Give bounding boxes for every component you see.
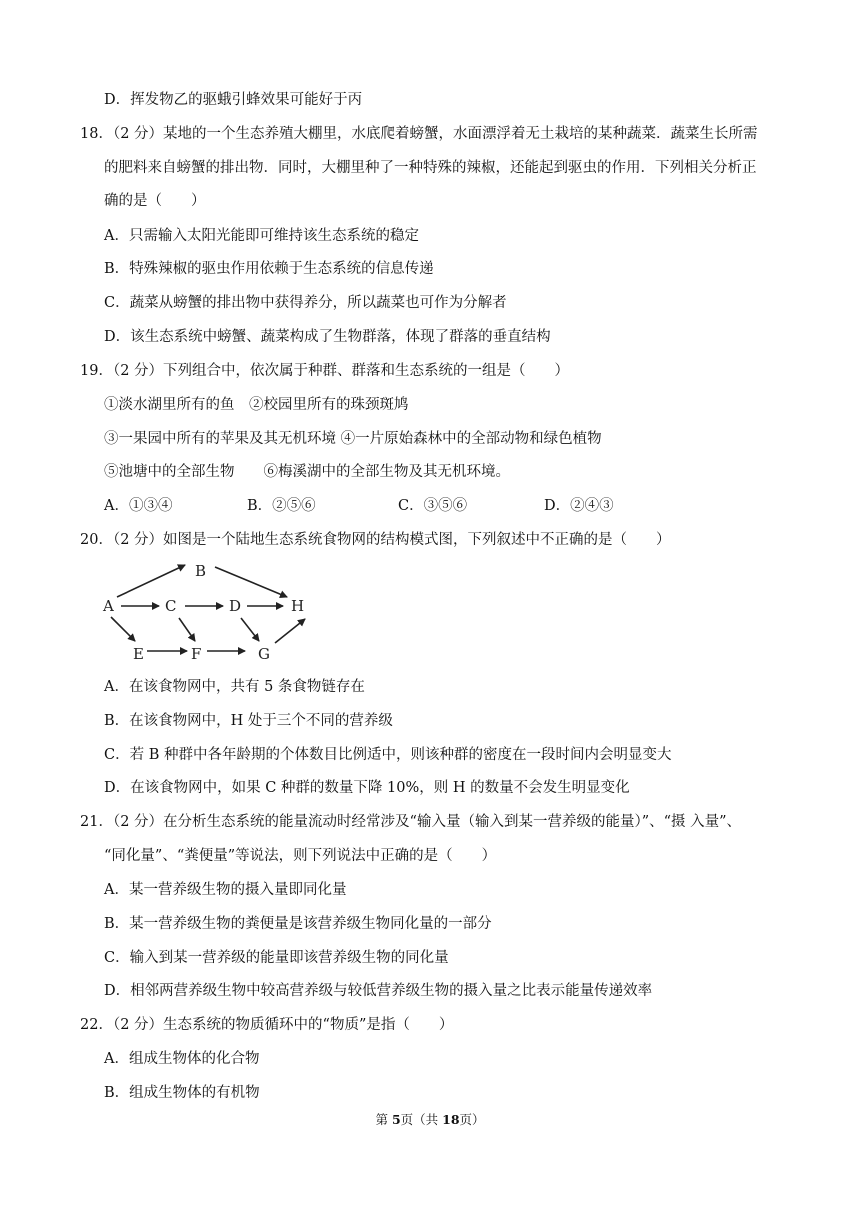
edge-c-f xyxy=(179,618,195,641)
footer-mid: 页（共 xyxy=(400,1112,443,1127)
q19-items-row3: ⑤池塘中的全部生物 ⑥梅溪湖中的全部生物及其无机环境。 xyxy=(104,464,510,480)
q20-option-c: C．若 B 种群中各年龄期的个体数目比例适中，则该种群的密度在一段时间内会明显变大 xyxy=(104,747,672,763)
edge-b-h xyxy=(215,567,287,597)
q18-option-a: A．只需输入太阳光能即可维持该生态系统的稳定 xyxy=(104,228,419,244)
q17-option-d: D．挥发物乙的驱蛾引蜂效果可能好于丙 xyxy=(104,92,363,108)
q18-stem-line2: 的肥料来自螃蟹的排出物．同时，大棚里种了一种特殊的辣椒，还能起到驱虫的作用．下列相关分析正 xyxy=(104,160,757,176)
q18-option-c: C．蔬菜从螃蟹的排出物中获得养分，所以蔬菜也可作为分解者 xyxy=(104,295,507,311)
node-g: G xyxy=(258,645,270,663)
footer-suffix: 页） xyxy=(459,1112,485,1127)
node-d: D xyxy=(229,597,242,615)
q18-stem-line1: 18．（2 分）某地的一个生态养殖大棚里，水底爬着螃蟹，水面漂浮着无土栽培的某种蔬菜．蔬菜生长所需 xyxy=(80,126,758,142)
q19-option-c: C．③⑤⑥ xyxy=(398,498,468,514)
q22-stem: 22．（2 分）生态系统的物质循环中的“物质”是指（ ） xyxy=(80,1017,454,1033)
q19-stem: 19．（2 分）下列组合中，依次属于种群、群落和生态系统的一组是（ ） xyxy=(80,363,570,379)
q20-option-b: B．在该食物网中，H 处于三个不同的营养级 xyxy=(104,713,393,729)
q20-option-d: D．在该食物网中，如果 C 种群的数量下降 10%，则 H 的数量不会发生明显变化 xyxy=(104,780,630,796)
q18-option-b: B．特殊辣椒的驱虫作用依赖于生态系统的信息传递 xyxy=(104,261,434,277)
node-c: C xyxy=(165,597,177,615)
footer-prefix: 第 xyxy=(375,1112,392,1127)
node-h: H xyxy=(291,597,305,615)
footer-page-number: 5 xyxy=(391,1112,401,1127)
q22-option-a: A．组成生物体的化合物 xyxy=(104,1051,260,1067)
edge-g-h xyxy=(275,619,305,643)
q19-option-d: D．②④③ xyxy=(544,498,614,514)
node-e: E xyxy=(133,645,144,663)
node-f: F xyxy=(191,645,202,663)
q21-stem-line2: “同化量”、“粪便量”等说法，则下列说法中正确的是（ ） xyxy=(104,848,497,864)
node-a: A xyxy=(103,597,114,615)
q21-option-a: A．某一营养级生物的摄入量即同化量 xyxy=(104,882,347,898)
q20-stem: 20．（2 分）如图是一个陆地生态系统食物网的结构模式图，下列叙述中不正确的是（ ） xyxy=(80,532,671,548)
q21-option-d: D．相邻两营养级生物中较高营养级与较低营养级生物的摄入量之比表示能量传递效率 xyxy=(104,983,653,999)
food-web-diagram xyxy=(95,555,325,670)
q21-stem-line1: 21．（2 分）在分析生态系统的能量流动时经常涉及“输入量（输入到某一营养级的能量）”、“摄 入量”、 xyxy=(80,814,742,830)
edge-a-b xyxy=(117,565,185,597)
q21-option-b: B．某一营养级生物的粪便量是该营养级生物同化量的一部分 xyxy=(104,916,492,932)
q18-stem-line3: 确的是（ ） xyxy=(104,193,206,209)
footer-total-pages: 18 xyxy=(442,1112,460,1127)
q22-option-b: B．组成生物体的有机物 xyxy=(104,1085,260,1101)
edge-d-g xyxy=(241,618,259,641)
node-b: B xyxy=(195,562,207,580)
q18-option-d: D．该生态系统中螃蟹、蔬菜构成了生物群落，体现了群落的垂直结构 xyxy=(104,329,551,345)
q20-option-a: A．在该食物网中，共有 5 条食物链存在 xyxy=(104,679,365,695)
q19-option-a: A．①③④ xyxy=(104,498,173,514)
q19-option-b: B．②⑤⑥ xyxy=(247,498,316,514)
q21-option-c: C．输入到某一营养级的能量即该营养级生物的同化量 xyxy=(104,950,449,966)
q19-items-row1: ①淡水湖里所有的鱼 ②校园里所有的珠颈斑鸠 xyxy=(104,397,409,413)
page-footer xyxy=(0,1110,860,1128)
q19-items-row2: ③一果园中所有的苹果及其无机环境 ④一片原始森林中的全部动物和绿色植物 xyxy=(104,431,602,447)
edge-a-e xyxy=(111,617,135,641)
